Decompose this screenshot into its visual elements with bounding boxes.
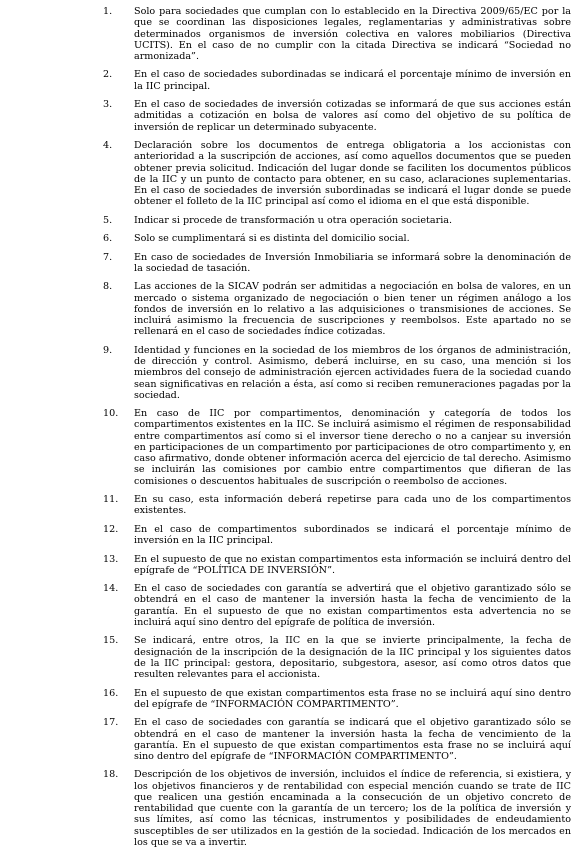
note-text: Declaración sobre los documentos de entrega obligatoria a los accionistas con anterioridad a la suscripción de acciones, así como aquellos documentos que se pueden obtener previa solicitud. Indicación del lugar donde se faciliten los documentos públicos de la IIC y un punto de contacto para obtener, en su caso, aclaraciones suplementarias. En el caso de sociedades de inversión subordinadas se indicará el lugar donde se puede obtener el folleto de la IIC principal así como el idioma en el que está disponible.	[134, 140, 571, 208]
note-text: En el caso de sociedades con garantía se advertirá que el objetivo garantizado sólo se obtendrá en el caso de mantener la inversión hasta la fecha de vencimiento de la garantía. En el supuesto de que no existan compartimentos esta advertencia no se incluirá aquí sino dentro del epígrafe de política de inversión.	[134, 583, 571, 628]
note-item	[0, 6, 583, 62]
note-item	[0, 252, 583, 275]
note-text: Identidad y funciones en la sociedad de los miembros de los órganos de administración, de dirección y control. Asimismo, deberá incluirse, en su caso, una mención si los miembros del consejo de administración ejercen actividades fuera de la sociedad cuando sean significativas en relación a ésta, así como si reciben remuneraciones pagadas por la sociedad.	[134, 344, 571, 401]
note-text: En el caso de compartimentos subordinados se indicará el porcentaje mínimo de inversión en la IIC principal.	[134, 523, 571, 547]
note-number: 13.	[103, 553, 119, 565]
note-number: 4.	[103, 140, 113, 152]
note-number: 5.	[103, 214, 113, 226]
note-text: Las acciones de la SICAV podrán ser admitidas a negociación en bolsa de valores, en un mercado o sistema organizado de negociación o bien tener un régimen análogo a los fondos de inversión en lo relativo a las adquisiciones o transmisiones de acciones. Se incluirá asimismo la frecuencia de suscripciones y reembolsos. Este apartado no se rellenará en el caso de sociedades índice cotizadas.	[134, 281, 571, 338]
note-number: 16.	[103, 687, 119, 699]
note-number: 6.	[103, 233, 113, 245]
note-item	[0, 408, 583, 487]
note-text: En caso de sociedades de Inversión Inmobiliaria se informará sobre la denominación de la sociedad de tasación.	[134, 251, 571, 274]
note-text: Indicar si procede de transformación u otra operación societaria.	[134, 214, 453, 226]
note-number: 10.	[103, 408, 119, 420]
note-item	[0, 554, 583, 577]
note-item	[0, 635, 583, 680]
note-text: Solo para sociedades que cumplan con lo establecido en la Directiva 2009/65/EC por la que se coordinan las disposiciones legales, reglamentarias y administrativas sobre determinados organismos de inversión colectiva en valores mobiliarios (Directiva UCITS). En el caso de no cumplir con la citada Directiva se indicará “Sociedad no armonizada”.	[134, 6, 571, 62]
note-item	[0, 524, 583, 547]
note-text: En el supuesto de que existan compartimentos esta frase no se incluirá aquí sino dentro del epígrafe de “INFORMACIÓN COMPARTIMENTO”.	[134, 687, 571, 710]
note-number: 9.	[103, 344, 113, 356]
notes-list	[0, 6, 583, 855]
note-item	[0, 688, 583, 711]
note-text: En el caso de sociedades subordinadas se indicará el porcentaje mínimo de inversión en la IIC principal.	[134, 69, 571, 92]
note-number: 2.	[103, 69, 113, 81]
note-number: 14.	[103, 583, 119, 595]
note-item	[0, 583, 583, 628]
note-text: Se indicará, entre otros, la IIC en la que se invierte principalmente, la fecha de designación de la inscripción de la designación de la IIC principal y los siguientes datos de la IIC principal: gestora, depositario, subgestora, asesor, así como otros datos que resulten relevantes para el accionista.	[134, 635, 571, 681]
note-number: 11.	[103, 494, 119, 506]
note-item	[0, 69, 583, 92]
note-text: En el caso de sociedades con garantía se indicará que el objetivo garantizado sólo se obtendrá en el caso de mantener la inversión hasta la fecha de vencimiento de la garantía. En el supuesto de que existan compartimentos esta frase no se incluirá aquí sino dentro del epígrafe de “INFORMACIÓN COMPARTIMENTO”.	[134, 717, 571, 762]
note-number: 3.	[103, 99, 113, 111]
note-text: En el caso de sociedades de inversión cotizadas se informará de que sus acciones están admitidas a cotización en bolsa de valores así como del objetivo de su política de inversión de replicar un determinado subyacente.	[134, 99, 571, 133]
note-item	[0, 717, 583, 762]
note-number: 8.	[103, 281, 113, 293]
note-item	[0, 99, 583, 133]
note-item	[0, 233, 583, 244]
note-number: 7.	[103, 251, 113, 263]
note-item	[0, 769, 583, 848]
note-number: 17.	[103, 717, 119, 729]
note-number: 1.	[103, 6, 113, 17]
note-text: Descripción de los objetivos de inversión, incluidos el índice de referencia, si existiera, y los objetivos financieros y de rentabilidad con especial mención cuando se trate de IIC que realicen una gestión encaminada a la consecución de un objetivo concreto de rentabilidad que cuente con la garantía de un tercero; los de la política de inversión y sus límites, así como las técnicas, instrumentos y posibilidades de endeudamiento susceptibles de ser utilizados en la gestión de la sociedad. Indicación de los mercados en los que se va a invertir.	[134, 769, 571, 848]
note-number: 12.	[103, 523, 119, 535]
note-number: 15.	[103, 635, 119, 647]
note-number: 18.	[103, 769, 119, 781]
note-text: En caso de IIC por compartimentos, denominación y categoría de todos los compartimentos existentes en la IIC. Se incluirá asimismo el régimen de responsabilidad entre compartimentos así como si el inversor tiene derecho o no a canjear su inversión en participaciones de un compartimento por participaciones de otro compartimento y, en caso afirmativo, donde obtener información acerca del ejercicio de tal derecho. Asimismo se incluirán las comisiones por cambio entre compartimentos que difieran de las comisiones o descuentos habituales de suscripción o reembolso de acciones.	[134, 408, 571, 487]
note-text: Solo se cumplimentará si es distinta del domicilio social.	[134, 233, 410, 245]
note-text: En su caso, esta información deberá repetirse para cada uno de los compartimentos existentes.	[134, 494, 571, 517]
note-item	[0, 281, 583, 337]
note-item	[0, 345, 583, 401]
note-item	[0, 140, 583, 208]
note-text: En el supuesto de que no existan compartimentos esta información se incluirá dentro del epígrafe de “POLÍTICA DE INVERSIÓN”.	[134, 553, 571, 576]
note-item	[0, 494, 583, 517]
note-item	[0, 215, 583, 226]
